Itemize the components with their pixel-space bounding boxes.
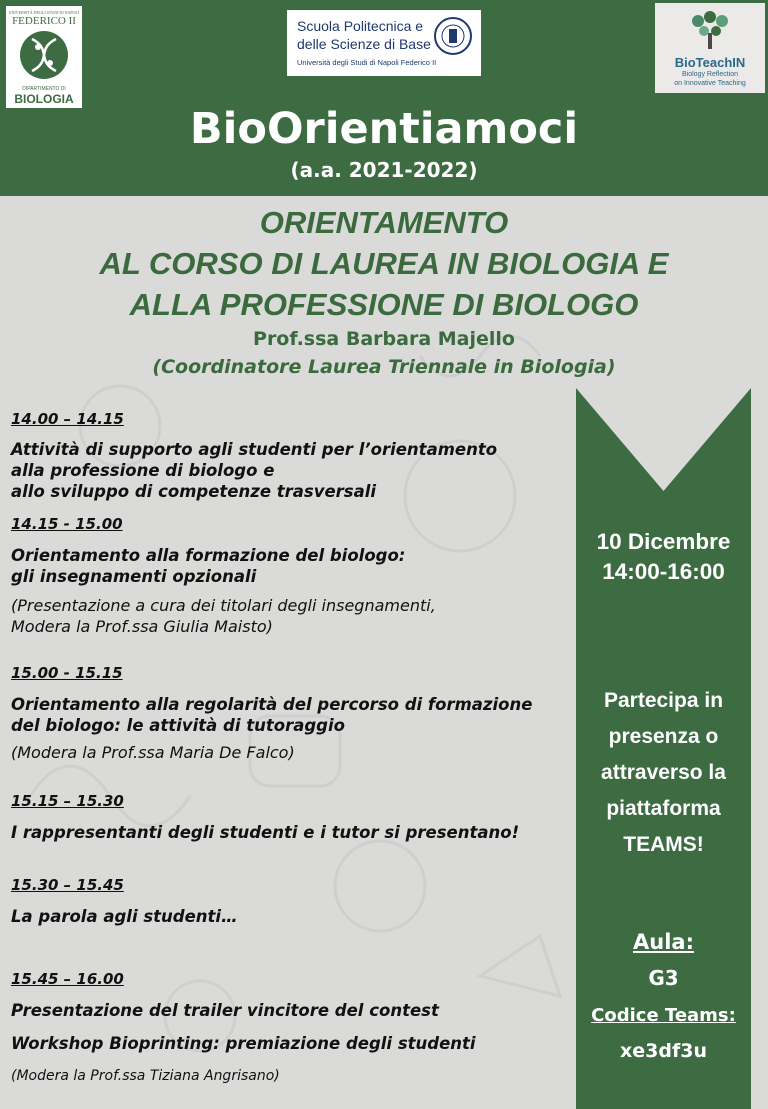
schedule-activity-1-line-3: allo sviluppo di competenze trasversali [11, 482, 377, 501]
academic-year: (a.a. 2021-2022) [290, 158, 478, 182]
bioteachin-name: BioTeachIN [674, 55, 746, 70]
schedule-time-6: 15.45 – 16.00 [11, 970, 124, 988]
bioteachin-logo [655, 3, 765, 93]
schedule-note-2-line-1: (Presentazione a cura dei titolari degli insegnamenti, [11, 596, 436, 615]
schedule-time-2: 14.15 - 15.00 [11, 515, 123, 533]
participate-line-4: piattaforma [606, 797, 721, 820]
schedule-time-3: 15.00 - 15.15 [11, 664, 123, 682]
logo-center-line3: Università degli Studi di Napoli Federico II [297, 58, 437, 67]
schedule-activity-4: I rappresentanti degli studenti e i tutor si presentano! [11, 823, 520, 842]
schedule-activity-2-line-2: gli insegnamenti opzionali [11, 567, 257, 586]
schedule-activity-1-line-1: Attività di supporto agli studenti per l’orientamento [11, 440, 498, 459]
schedule-activity-3-line-2: del biologo: le attività di tutoraggio [11, 716, 345, 735]
heading-line-3: ALLA PROFESSIONE DI BIOLOGO [129, 287, 639, 322]
schedule-time-4: 15.15 – 15.30 [11, 792, 124, 810]
schedule-activity-1-line-2: alla professione di biologo e [11, 461, 275, 480]
logo-center-line2: delle Scienze di Base [297, 36, 431, 52]
schedule-activity-6-line-1: Presentazione del trailer vincitore del contest [11, 1001, 439, 1020]
dna-emblem-icon [18, 29, 70, 81]
university-seal-icon [433, 16, 473, 56]
participate-line-3: attraverso la [601, 761, 726, 784]
logo-left-dept: DIPARTIMENTO DI [22, 86, 66, 92]
schedule-note-3: (Modera la Prof.ssa Maria De Falco) [11, 743, 295, 762]
speaker-name: Prof.ssa Barbara Majello [253, 328, 515, 350]
schedule-activity-3-line-1: Orientamento alla regolarità del percorso di formazione [11, 695, 533, 714]
bioteachin-tagline-1: Biology Reflection [681, 71, 739, 78]
teams-code-value: xe3df3u [620, 1040, 707, 1062]
aula-value: G3 [648, 966, 679, 990]
schedule-time-5: 15.30 – 15.45 [11, 876, 124, 894]
event-date: 10 Dicembre [596, 529, 731, 554]
heading-line-2: AL CORSO DI LAUREA IN BIOLOGIA E [99, 246, 669, 281]
scuola-politecnica-logo [287, 10, 481, 76]
schedule-activity-6-line-2: Workshop Bioprinting: premiazione degli studenti [11, 1034, 476, 1053]
aula-label: Aula: [633, 930, 694, 954]
logo-left-biologia: BIOLOGIA [14, 92, 74, 106]
schedule-time-1: 14.00 – 14.15 [11, 410, 124, 428]
schedule-note-2-line-2: Modera la Prof.ssa Giulia Maisto) [11, 617, 273, 636]
logo-left-university: UNIVERSITÀ DEGLI STUDI DI NAPOLI [8, 10, 80, 15]
heading-line-1: ORIENTAMENTO [259, 205, 509, 240]
bioteachin-tree-icon [689, 11, 731, 51]
logo-center-line1: Scuola Politecnica e [297, 18, 424, 34]
schedule-activity-5: La parola agli studenti… [11, 907, 238, 926]
event-title: BioOrientiamoci [189, 104, 579, 154]
biology-department-logo [6, 6, 82, 108]
bioteachin-tagline-2: on Innovative Teaching [674, 80, 746, 87]
schedule-note-6: (Modera la Prof.ssa Tiziana Angrisano) [11, 1068, 280, 1084]
schedule-activity-2-line-1: Orientamento alla formazione del biologo: [11, 546, 406, 565]
participate-line-1: Partecipa in [603, 689, 724, 712]
participate-line-2: presenza o [608, 725, 719, 748]
speaker-role: (Coordinatore Laurea Triennale in Biologia) [152, 356, 616, 378]
teams-code-label: Codice Teams: [591, 1005, 736, 1026]
logo-left-federico: FEDERICO II [12, 15, 76, 27]
participate-line-5: TEAMS! [623, 833, 704, 856]
event-time: 14:00-16:00 [602, 559, 725, 584]
